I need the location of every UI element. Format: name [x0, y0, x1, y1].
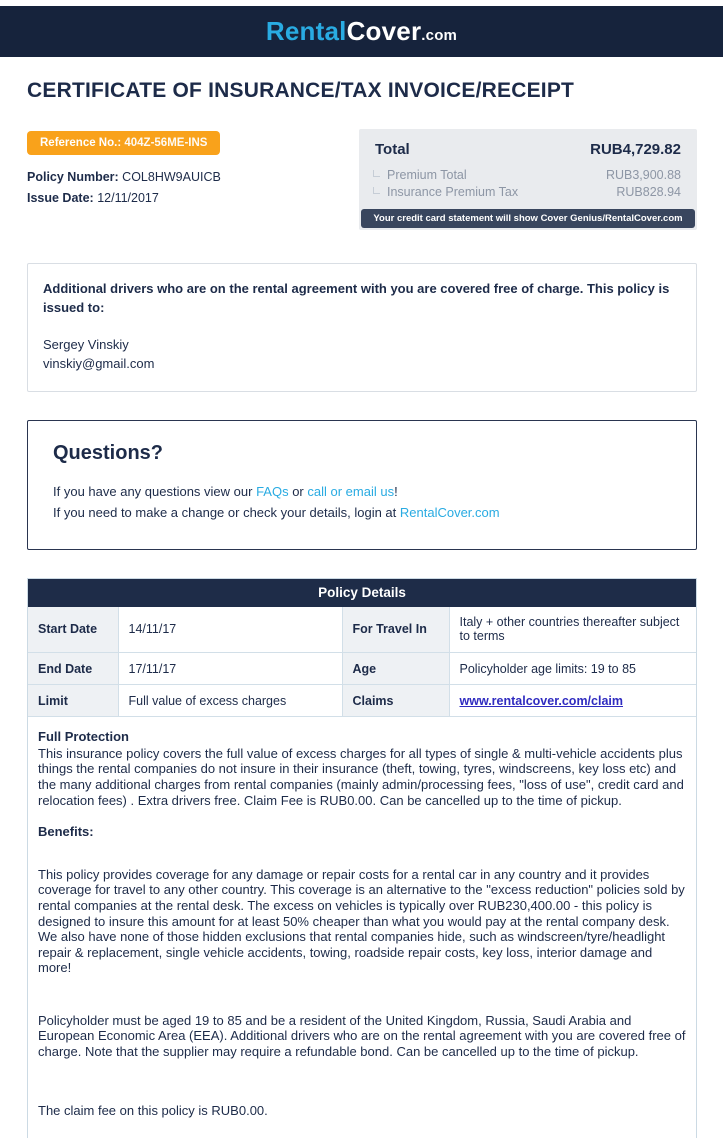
- age-value: Policyholder age limits: 19 to 85: [449, 653, 696, 685]
- start-date-value: 14/11/17: [118, 607, 342, 653]
- issue-date-value: 12/11/2017: [97, 191, 159, 205]
- questions-line-1: [53, 482, 672, 502]
- end-date-label: End Date: [28, 653, 118, 685]
- claims-url-link[interactable]: www.rentalcover.com/claim: [459, 693, 623, 708]
- logo-tld-text: .com: [421, 27, 458, 44]
- table-row: [28, 653, 696, 685]
- total-label: Total: [375, 141, 410, 158]
- sub-item-corner-icon: [373, 187, 380, 194]
- start-date-label: Start Date: [28, 607, 118, 653]
- policyholder-name: Sergey Vinskiy: [43, 336, 129, 352]
- full-protection-heading: Full Protection: [38, 729, 129, 745]
- reference-column: [27, 129, 359, 230]
- reference-label: Reference No.:: [40, 137, 122, 149]
- logo-cover-text: Cover: [346, 16, 422, 46]
- issue-date-label: Issue Date:: [27, 191, 94, 205]
- claims-cell: [449, 685, 696, 717]
- age-label: Age: [342, 653, 449, 685]
- call-or-email-link[interactable]: call or email us: [307, 484, 395, 500]
- premium-total-value: RUB3,900.88: [605, 168, 681, 182]
- policy-details-table: [28, 607, 696, 718]
- questions-line1-prefix: If you have any questions view our: [53, 484, 257, 500]
- table-row: [28, 607, 696, 653]
- table-row: [28, 685, 696, 717]
- header-band: [0, 6, 723, 57]
- for-travel-in-label: For Travel In: [342, 607, 449, 653]
- benefits-heading: Benefits:: [38, 824, 94, 840]
- reference-value: 404Z-56ME-INS: [124, 137, 208, 149]
- logo-rental-text: Rental: [265, 16, 347, 46]
- insurance-premium-tax-row: [373, 185, 681, 199]
- insurance-premium-tax-label: Insurance Premium Tax: [387, 185, 519, 199]
- questions-box: [27, 420, 697, 549]
- questions-text: [53, 482, 672, 522]
- end-date-value: 17/11/17: [118, 653, 342, 685]
- policy-description: [28, 717, 696, 1138]
- claims-label: Claims: [342, 685, 449, 717]
- policy-number-label: Policy Number:: [27, 170, 119, 184]
- policy-details-section: [27, 578, 697, 1138]
- questions-line-2: [53, 503, 672, 523]
- full-protection-paragraph: This insurance policy covers the full value of excess charges for all types of single & multi-vehicle accidents plus things the rental companies do not insure in their insurance (theft, towing, tyres, windscreens, key loss etc) and the many additional charges from rental companies (mainly admin/processing fees, "loss of use", credit card and relocation fees) . Extra drivers free. Claim Fee is RUB0.00. Can be cancelled up to the time of pickup.: [38, 745, 684, 808]
- sub-item-corner-icon: [373, 170, 380, 177]
- insurance-premium-tax-value: RUB828.94: [616, 185, 681, 199]
- claim-fee-paragraph: The claim fee on this policy is RUB0.00.: [38, 1102, 268, 1118]
- reference-badge: [27, 131, 220, 155]
- credit-card-statement-note: Your credit card statement will show Cover Genius/RentalCover.com: [361, 209, 695, 228]
- questions-heading: Questions?: [53, 442, 164, 465]
- premium-total-row: [373, 168, 681, 182]
- faqs-link[interactable]: FAQs: [256, 484, 289, 500]
- rentalcover-site-link[interactable]: RentalCover.com: [399, 504, 500, 520]
- questions-line1-middle: or: [288, 484, 308, 500]
- questions-line1-suffix: !: [394, 484, 398, 500]
- reference-and-totals-row: [27, 129, 697, 230]
- policy-number-value: COL8HW9AUICB: [122, 170, 221, 184]
- premium-total-label: Premium Total: [387, 168, 467, 182]
- issued-to-heading: Additional drivers who are on the rental agreement with you are covered free of charge. This policy is issued to:: [43, 281, 670, 315]
- policyholder-block: [43, 336, 676, 374]
- page-content: [0, 79, 723, 1138]
- limit-value: Full value of excess charges: [118, 685, 342, 717]
- page-title: CERTIFICATE OF INSURANCE/TAX INVOICE/RECEIPT: [27, 79, 575, 102]
- benefits-paragraph: This policy provides coverage for any damage or repair costs for a rental car in any country and it provides coverage for travel to any other country. This coverage is an alternative to the "excess reduction" policies sold by rental companies at the rental desk. The excess on vehicles is typically over RUB230,400.00 - this policy is designed to insure this amount for at least 50% cheaper than what you would pay at the rental company desk. We also have none of those hidden exclusions that rental companies hide, such as windscreen/tyre/headlight repair & replacement, single vehicle accidents, towing, roadside repair costs, key loss, interior damage and more!: [38, 866, 685, 976]
- total-summary-box: [359, 129, 697, 230]
- rentalcover-logo: [266, 16, 457, 47]
- issue-date-line: [27, 191, 359, 205]
- policy-details-heading: Policy Details: [28, 579, 696, 607]
- policy-number-line: [27, 170, 359, 184]
- questions-line2-prefix: If you need to make a change or check your details, login at: [53, 504, 400, 520]
- total-breakdown: [359, 168, 697, 199]
- eligibility-paragraph: Policyholder must be aged 19 to 85 and be a resident of the United Kingdom, Russia, Saudi Arabia and European Economic Area (EEA). Additional drivers who are on the rental agreement with you are covered free of charge. Note that the supplier may require a refundable bond. Can be cancelled up to the time of pickup.: [38, 1012, 686, 1060]
- for-travel-in-value: Italy + other countries thereafter subject to terms: [449, 607, 696, 653]
- policyholder-email: vinskiy@gmail.com: [43, 355, 155, 371]
- issued-to-box: [27, 263, 697, 392]
- total-value: RUB4,729.82: [590, 141, 681, 158]
- limit-label: Limit: [28, 685, 118, 717]
- total-header: [359, 141, 697, 158]
